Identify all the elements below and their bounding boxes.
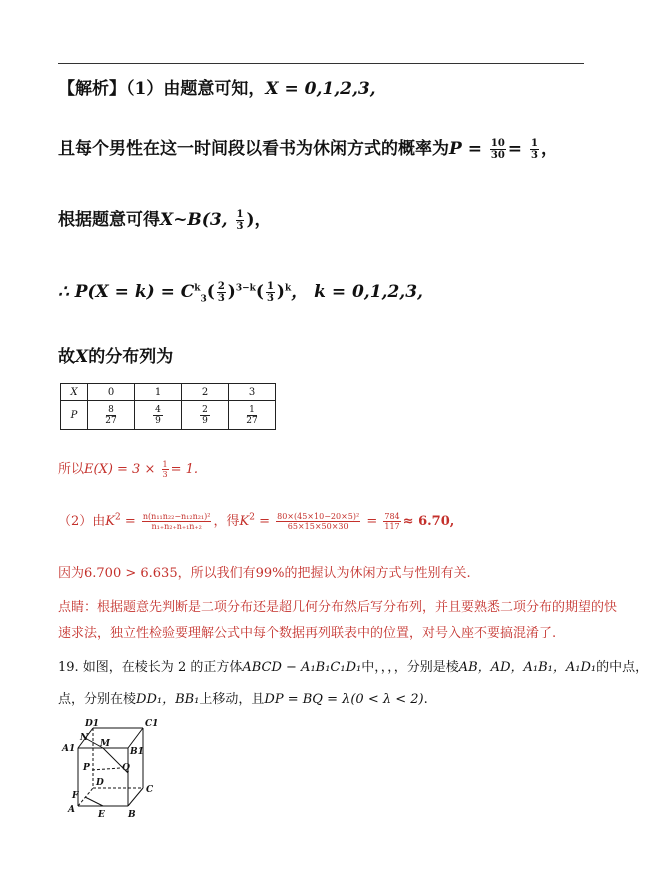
problem-19-line-2: 点，分别在棱DD₁，BB₁上移动，且DP = BQ = λ(0 < λ < 2). (58, 692, 428, 707)
solution-line-2: 且每个男性在这一时间段以看书为休闲方式的概率为P = $\frac{10}{30}$ = $\frac{1}{3}$ ， (58, 138, 558, 161)
vertex-label: M (100, 739, 110, 749)
vertex-label: C1 (145, 719, 159, 729)
solution-line-1: 【解析】（1）由题意可知，X = 0,1,2,3, (58, 79, 376, 99)
cube-figure (58, 718, 168, 822)
distribution-table (60, 383, 276, 430)
fraction: $\frac{10}{30}$ (490, 138, 505, 161)
note-line-1: 点睛：根据题意先判断是二项分布还是超几何分布然后写分布列，并且要熟悉二项分布的期望的快 (58, 600, 618, 615)
problem-19-line-1: 19. 如图，在棱长为 2 的正方体ABCD − A₁B₁C₁D₁中，，，，分别是棱AB，AD，A₁B₁，A₁D₁的中点， (58, 660, 648, 675)
solution-line-4: ∴ $P(X = k) = C^k_3$( $\frac{2}{3}$ )$^{3-k}$( $\frac{1}{3}$ )$^k$， k = 0,1,2,3, (58, 281, 423, 305)
vertex-label: D1 (85, 719, 100, 729)
fraction: $\frac{1}{3}$ (530, 138, 538, 161)
vertex-label: A (68, 805, 75, 815)
top-rule (58, 63, 584, 64)
vertex-label: C (146, 785, 154, 795)
solution-label: 【解析】 (58, 79, 126, 99)
table-row: X 0 1 2 3 (61, 384, 276, 401)
conclusion-line: 因为6.700 > 6.635，所以我们有99%的把握认为休闲方式与性别有关. (58, 566, 471, 581)
vertex-label: F (72, 791, 79, 801)
vertex-label: P (83, 763, 90, 773)
vertex-label: D (96, 778, 104, 788)
solution-line-5: 故X的分布列为 (58, 347, 174, 367)
chi-square-line: （2）由$K^2$ = $\frac{\text{n(n₁₁n₂₂−n₁₂n₂₁)²}}{\text{n₁₊n₂₊n₊₁n₊₂}}$ ，得$K^2$ = $\frac{\text{80×(45×10−20×5)²}}{65\times 15\times 50\times 30}$ = $\frac{784}{117}$ ≈ 6.70, (58, 512, 455, 531)
vertex-label: Q (122, 763, 130, 773)
expectation-line: 所以E(X) = 3 × $\frac{1}{3}$ = 1. (58, 460, 199, 479)
note-line-2: 速求法，独立性检验要理解公式中每个数据再列联表中的位置，对号入座不要搞混淆了. (58, 626, 557, 641)
fraction: $\frac{1}{3}$ (236, 209, 244, 232)
vertex-label: A1 (62, 744, 76, 754)
vertex-label: E (98, 810, 105, 820)
vertex-label: N (80, 733, 89, 743)
solution-line-3: 根据题意可得X~B(3, $\frac{1}{3}$ )， (58, 209, 272, 232)
vertex-label: B (128, 810, 136, 820)
vertex-label: B1 (130, 747, 144, 757)
table-row: P $\frac{8}{27}$ $\frac{4}{9}$ $\frac{2}{9}$ $\frac{1}{27}$ (61, 401, 276, 430)
